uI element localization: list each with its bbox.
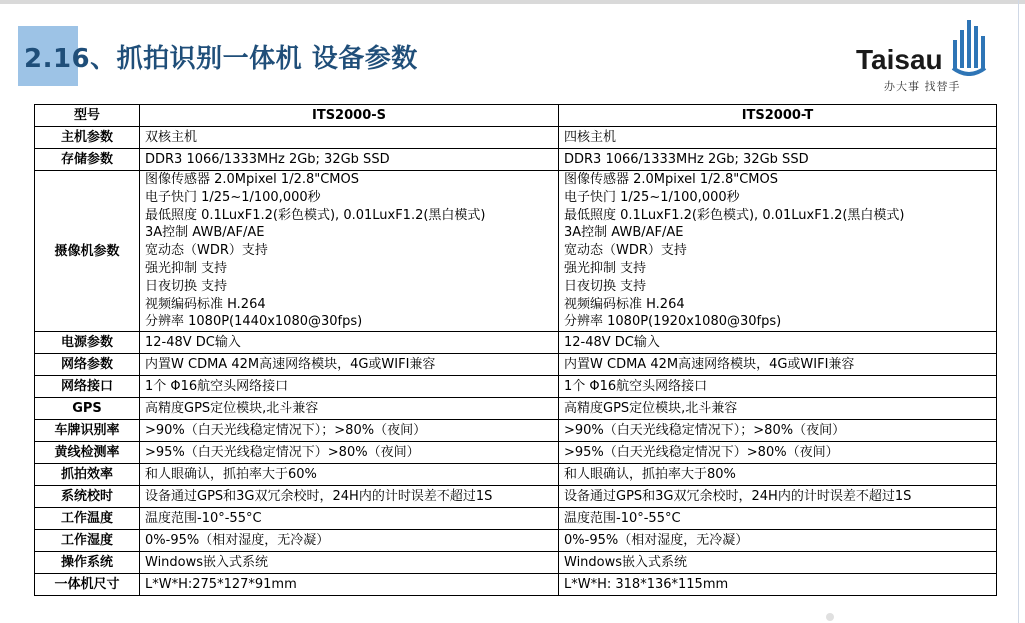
logo-wordmark: Taisau: [856, 44, 943, 75]
cell-its2000-t: [559, 508, 997, 530]
cell-its2000-t: [559, 464, 997, 486]
cell-its2000-s: [140, 420, 559, 442]
cell-its2000-t: [559, 376, 997, 398]
table-row: [35, 420, 997, 442]
cell-line: 视频编码标准 H.264: [145, 296, 266, 312]
cell-its2000-t: [559, 149, 997, 171]
cell-its2000-t: [559, 530, 997, 552]
table-row: [35, 332, 997, 354]
logo-tagline: 办大事 找替手: [884, 80, 961, 93]
table-row: [35, 508, 997, 530]
cell-line: 图像传感器 2.0Mpixel 1/2.8"CMOS: [564, 172, 779, 187]
header-its2000-s: ITS2000-S: [140, 105, 559, 127]
cell-line: Windows嵌入式系统: [145, 555, 269, 571]
cell-line: 0%-95%（相对湿度，无冷凝）: [145, 533, 330, 549]
cell-its2000-s: [140, 552, 559, 574]
cell-line: 温度范围-10°-55°C: [145, 511, 262, 527]
cell-its2000-t: [559, 354, 997, 376]
row-label: 黄线检测率: [35, 442, 140, 464]
cell-line: 强光抑制 支持: [564, 260, 647, 276]
table-row: [35, 464, 997, 486]
table-row: [35, 354, 997, 376]
cell-its2000-s: [140, 149, 559, 171]
header-model: 型号: [35, 105, 140, 127]
cell-line: >95%（白天光线稳定情况下）>80%（夜间）: [145, 445, 420, 461]
cell-line: L*W*H: 318*136*115mm: [564, 577, 729, 593]
cell-its2000-t: [559, 332, 997, 354]
cell-line: 强光抑制 支持: [145, 260, 228, 276]
cell-line: 宽动态（WDR）支持: [564, 243, 687, 259]
cell-its2000-s: [140, 332, 559, 354]
row-label: 抓拍效率: [35, 464, 140, 486]
row-label: 操作系统: [35, 552, 140, 574]
row-label: 车牌识别率: [35, 420, 140, 442]
cell-line: 高精度GPS定位模块,北斗兼容: [145, 401, 319, 417]
top-border: [0, 0, 1025, 4]
table-row: [35, 398, 997, 420]
cell-line: L*W*H:275*127*91mm: [145, 577, 297, 593]
cell-line: 内置W CDMA 42M高速网络模块，4G或WIFI兼容: [564, 357, 855, 373]
cell-line: 1个 Φ16航空头网络接口: [145, 379, 289, 395]
table-row: [35, 376, 997, 398]
table-row: [35, 171, 997, 332]
cell-its2000-t: [559, 486, 997, 508]
cell-its2000-s: [140, 486, 559, 508]
cell-line: 0%-95%（相对湿度，无冷凝）: [564, 533, 749, 549]
cell-its2000-s: [140, 574, 559, 596]
cell-line: 3A控制 AWB/AF/AE: [564, 225, 684, 241]
spec-table: [34, 104, 997, 596]
cell-line: 12-48V DC输入: [145, 335, 241, 351]
cell-line: 日夜切换 支持: [564, 278, 647, 294]
row-label: 电源参数: [35, 332, 140, 354]
row-label: 一体机尺寸: [35, 574, 140, 596]
cell-its2000-t: [559, 574, 997, 596]
table-header-row: [35, 105, 997, 127]
cell-line: 设备通过GPS和3G双冗余校时，24H内的计时误差不超过1S: [145, 489, 493, 505]
cell-its2000-s: [140, 171, 559, 332]
cell-line: >95%（白天光线稳定情况下）>80%（夜间）: [564, 445, 839, 461]
row-label: 主机参数: [35, 127, 140, 149]
cell-line: 12-48V DC输入: [564, 335, 660, 351]
cell-line: 最低照度 0.1LuxF1.2(彩色模式), 0.01LuxF1.2(黑白模式): [564, 207, 905, 223]
row-label: GPS: [35, 398, 140, 420]
cell-line: DDR3 1066/1333MHz 2Gb; 32Gb SSD: [145, 152, 390, 167]
row-label: 网络参数: [35, 354, 140, 376]
header-its2000-t: ITS2000-T: [559, 105, 997, 127]
row-label: 系统校时: [35, 486, 140, 508]
cell-line: 设备通过GPS和3G双冗余校时，24H内的计时误差不超过1S: [564, 489, 912, 505]
cell-line: 最低照度 0.1LuxF1.2(彩色模式), 0.01LuxF1.2(黑白模式): [145, 207, 486, 223]
cell-its2000-t: [559, 552, 997, 574]
watermark-dot: [826, 613, 834, 621]
cell-its2000-s: [140, 508, 559, 530]
cell-line: 宽动态（WDR）支持: [145, 243, 268, 259]
table-row: [35, 552, 997, 574]
cell-line: 双核主机: [145, 130, 198, 145]
cell-line: 视频编码标准 H.264: [564, 296, 685, 312]
cell-its2000-t: [559, 398, 997, 420]
row-label: 存储参数: [35, 149, 140, 171]
table-row: [35, 442, 997, 464]
table-row: [35, 486, 997, 508]
cell-line: 3A控制 AWB/AF/AE: [145, 225, 265, 241]
cell-its2000-s: [140, 464, 559, 486]
cell-line: DDR3 1066/1333MHz 2Gb; 32Gb SSD: [564, 152, 809, 167]
cell-its2000-t: [559, 420, 997, 442]
table-row: [35, 574, 997, 596]
cell-line: >90%（白天光线稳定情况下）；>80%（夜间）: [564, 423, 846, 439]
cell-line: 温度范围-10°-55°C: [564, 511, 681, 527]
cell-line: 和人眼确认，抓拍率大于60%: [145, 467, 317, 483]
cell-its2000-s: [140, 398, 559, 420]
table-row: [35, 149, 997, 171]
cell-its2000-t: [559, 442, 997, 464]
logo-bars-icon: [951, 14, 991, 76]
table-row: [35, 530, 997, 552]
cell-its2000-s: [140, 376, 559, 398]
cell-line: 图像传感器 2.0Mpixel 1/2.8"CMOS: [145, 172, 360, 187]
row-label: 摄像机参数: [35, 171, 140, 332]
cell-its2000-s: [140, 354, 559, 376]
cell-line: 分辨率 1080P(1440x1080@30fps): [145, 314, 363, 330]
cell-line: Windows嵌入式系统: [564, 555, 688, 571]
cell-line: 四核主机: [564, 130, 617, 145]
cell-line: 电子快门 1/25~1/100,000秒: [564, 189, 740, 205]
cell-line: 高精度GPS定位模块,北斗兼容: [564, 401, 738, 417]
cell-line: 日夜切换 支持: [145, 278, 228, 294]
cell-its2000-s: [140, 127, 559, 149]
page-title: 2.16、抓拍识别一体机 设备参数: [24, 44, 418, 74]
taisau-logo: [856, 14, 996, 94]
row-label: 网络接口: [35, 376, 140, 398]
cell-line: 电子快门 1/25~1/100,000秒: [145, 189, 321, 205]
cell-line: 1个 Φ16航空头网络接口: [564, 379, 708, 395]
row-label: 工作温度: [35, 508, 140, 530]
cell-line: 和人眼确认，抓拍率大于80%: [564, 467, 736, 483]
cell-line: >90%（白天光线稳定情况下）；>80%（夜间）: [145, 423, 427, 439]
cell-line: 内置W CDMA 42M高速网络模块，4G或WIFI兼容: [145, 357, 436, 373]
cell-its2000-s: [140, 442, 559, 464]
table-row: [35, 127, 997, 149]
cell-its2000-t: [559, 171, 997, 332]
cell-its2000-s: [140, 530, 559, 552]
row-label: 工作湿度: [35, 530, 140, 552]
cell-line: 分辨率 1080P(1920x1080@30fps): [564, 314, 782, 330]
cell-its2000-t: [559, 127, 997, 149]
right-edge: [1018, 0, 1019, 623]
